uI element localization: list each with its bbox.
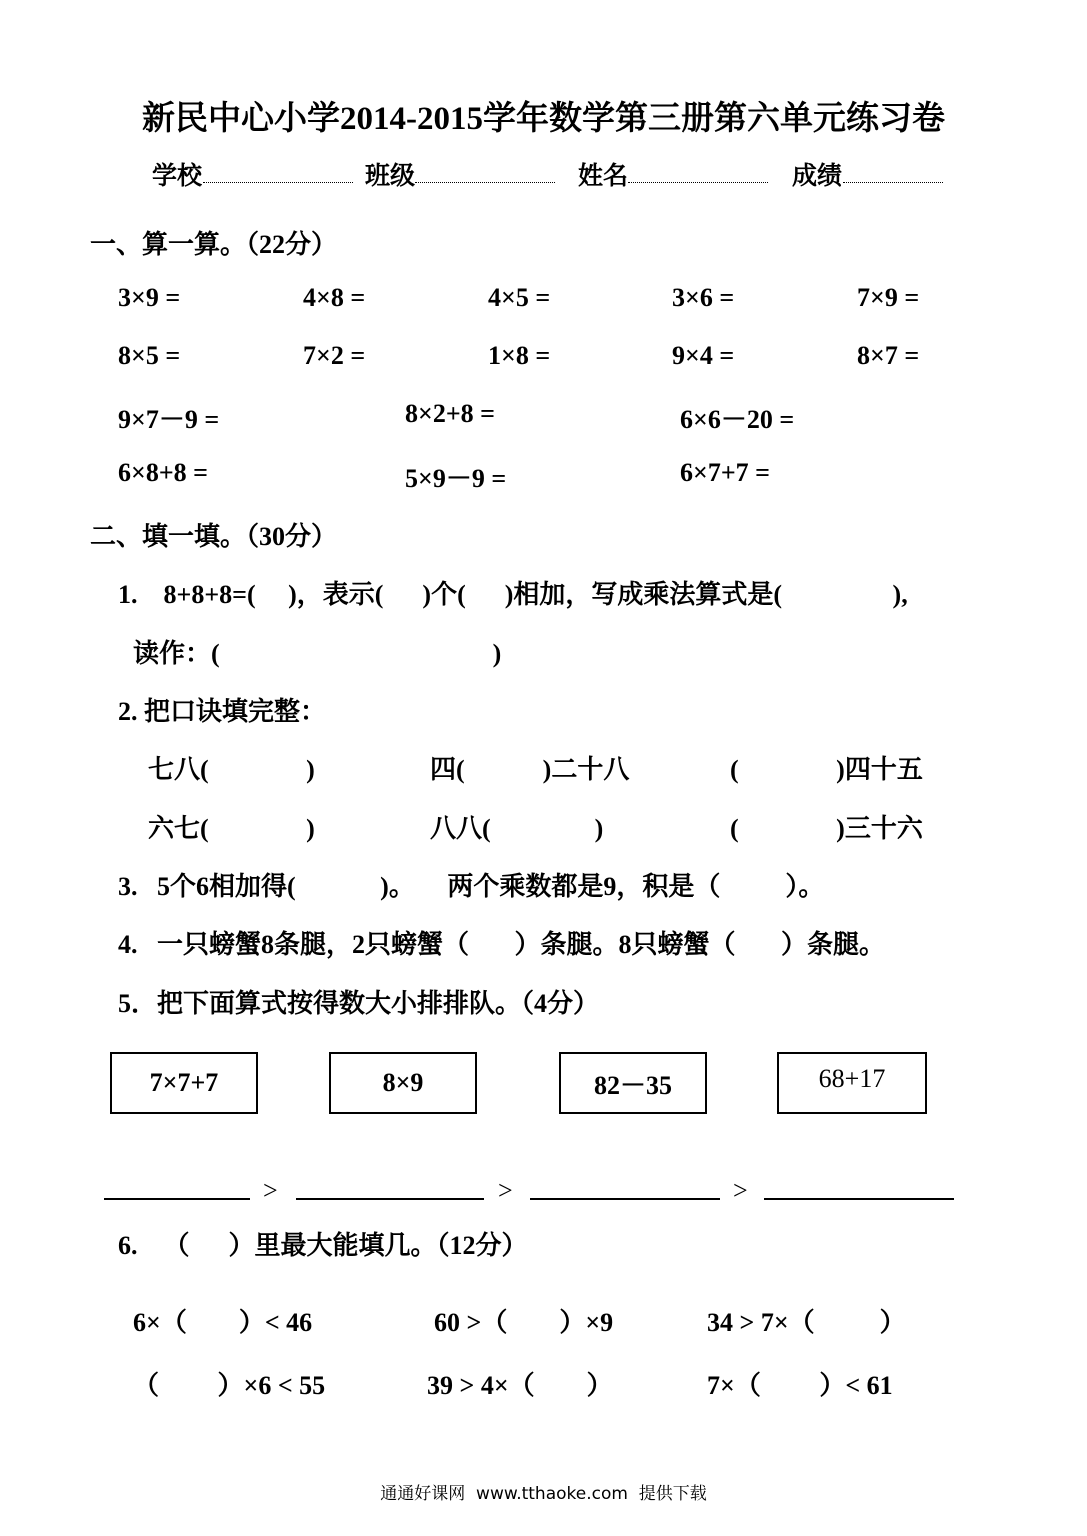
order-blank[interactable] — [296, 1198, 484, 1200]
footer-credit: 通通好课网 www.tthaoke.com 提供下载 — [380, 1484, 707, 1504]
calc-item: 8×2+8 = — [405, 399, 495, 428]
class-blank[interactable] — [415, 182, 555, 183]
calc-item: 3×9 = — [118, 283, 181, 312]
class-label: 班级 — [365, 163, 416, 190]
inequality-item: 7×（ ）< 61 — [707, 1371, 893, 1400]
page-title: 新民中心小学2014-2015学年数学第三册第六单元练习卷 — [142, 101, 945, 137]
mnemonic-blank: ( )三十六 — [730, 814, 923, 843]
school-blank[interactable] — [203, 182, 353, 183]
calc-item: 1×8 = — [488, 341, 551, 370]
score-blank[interactable] — [843, 182, 943, 183]
expression-box: 68+17 — [777, 1052, 927, 1114]
calc-item: 9×4 = — [672, 341, 735, 370]
name-blank[interactable] — [628, 182, 768, 183]
calc-item: 8×5 = — [118, 341, 181, 370]
calc-item: 7×2 = — [303, 341, 366, 370]
section2-heading: 二、填一填。（30分） — [90, 522, 338, 551]
inequality-item: 6×（ ）< 46 — [133, 1308, 313, 1337]
inequality-item: 34 > 7×（ ） — [707, 1308, 906, 1337]
question-6: 6. （ ）里最大能填几。（12分） — [118, 1231, 528, 1260]
question-1-reading: 读作：( ) — [133, 639, 502, 668]
mnemonic-blank: ( )四十五 — [730, 755, 923, 784]
order-blank[interactable] — [530, 1198, 720, 1200]
question-2: 2. 把口诀填完整： — [118, 697, 327, 726]
section1-heading: 一、算一算。（22分） — [90, 230, 338, 259]
inequality-item: 60 >（ ）×9 — [434, 1308, 614, 1337]
calc-item: 3×6 = — [672, 283, 735, 312]
expression-box: 82－35 — [559, 1052, 707, 1114]
calc-item: 7×9 = — [857, 283, 920, 312]
greater-than-sign: > — [498, 1176, 513, 1205]
order-blank[interactable] — [764, 1198, 954, 1200]
calc-item: 4×8 = — [303, 283, 366, 312]
question-1: 1. 8+8+8=( )，表示( )个( )相加，写成乘法算式是( ), — [118, 580, 908, 609]
greater-than-sign: > — [263, 1176, 278, 1205]
score-label: 成绩 — [792, 163, 843, 190]
school-label: 学校 — [152, 163, 203, 190]
expression-box: 8×9 — [329, 1052, 477, 1114]
calc-item: 5×9－9 = — [405, 464, 507, 493]
name-label: 姓名 — [578, 163, 629, 190]
question-5: 5．把下面算式按得数大小排排队。（4分） — [118, 989, 600, 1018]
mnemonic-blank: 七八( ) — [148, 755, 315, 784]
mnemonic-blank: 四( )二十八 — [430, 755, 630, 784]
greater-than-sign: > — [733, 1176, 748, 1205]
calc-item: 6×6－20 = — [680, 405, 795, 434]
calc-item: 4×5 = — [488, 283, 551, 312]
question-3: 3. 5个6相加得( )。 两个乘数都是9，积是（ ）。 — [118, 872, 825, 901]
calc-item: 6×7+7 = — [680, 458, 770, 487]
order-blank[interactable] — [104, 1198, 250, 1200]
calc-item: 8×7 = — [857, 341, 920, 370]
mnemonic-blank: 八八( ) — [430, 814, 604, 843]
mnemonic-blank: 六七( ) — [148, 814, 315, 843]
inequality-item: （ ）×6 < 55 — [133, 1371, 326, 1400]
question-4: 4. 一只螃蟹8条腿，2只螃蟹（ ）条腿。8只螃蟹（ ）条腿。 — [118, 930, 886, 959]
calc-item: 9×7－9 = — [118, 405, 220, 434]
calc-item: 6×8+8 = — [118, 458, 208, 487]
expression-box: 7×7+7 — [110, 1052, 258, 1114]
inequality-item: 39 > 4×（ ） — [427, 1371, 613, 1400]
